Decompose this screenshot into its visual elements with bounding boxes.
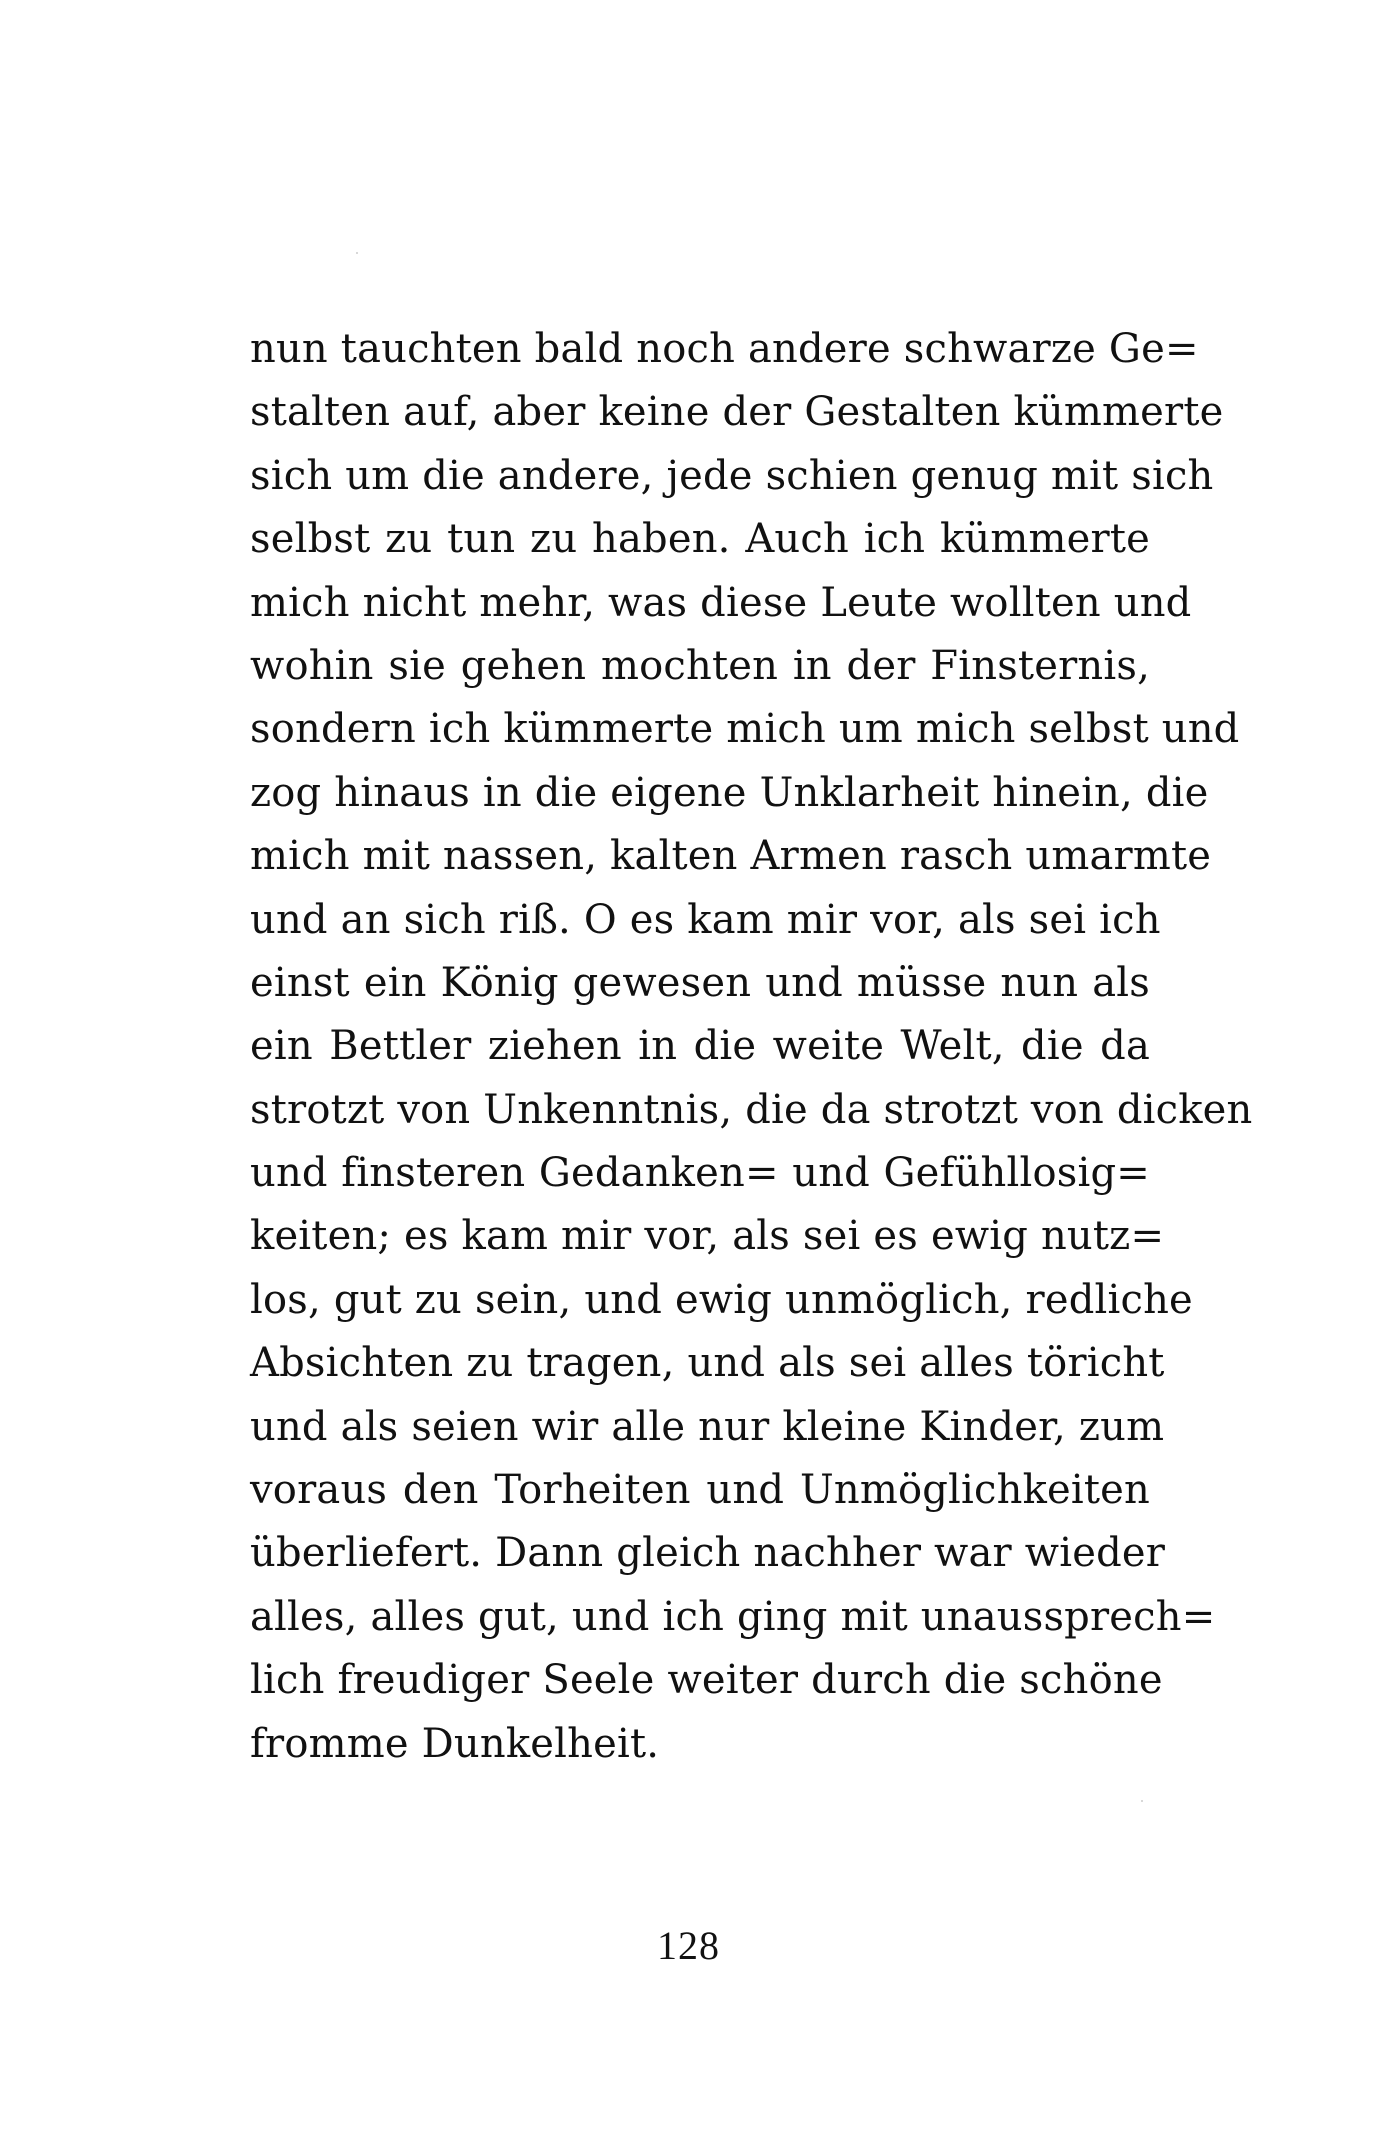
text-line: sondern ich kümmerte mich um mich selbst und (250, 706, 1240, 753)
text-line: stalten auf, aber keine der Gestalten kümmerte (250, 389, 1224, 436)
text-line: mich nicht mehr, was diese Leute wollten und (250, 579, 1192, 626)
text-line: einst ein König gewesen und müsse nun als (250, 959, 1150, 1006)
text-line: und als seien wir alle nur kleine Kinder, zum (250, 1403, 1165, 1450)
paper-speck (356, 252, 358, 254)
text-line: los, gut zu sein, und ewig unmöglich, redliche (250, 1276, 1193, 1323)
text-line: selbst zu tun zu haben. Auch ich kümmerte (250, 516, 1150, 563)
page-number: 128 (657, 1923, 720, 1968)
body-text (250, 318, 1253, 1776)
text-line: strotzt von Unkenntnis, die da strotzt von dicken (250, 1086, 1253, 1133)
text-line: überliefert. Dann gleich nachher war wieder (250, 1530, 1166, 1577)
text-line: fromme Dunkelheit. (250, 1720, 660, 1767)
text-line: Absichten zu tragen, und als sei alles töricht (250, 1340, 1165, 1387)
text-line: lich freudiger Seele weiter durch die schöne (250, 1657, 1163, 1704)
text-line: ein Bettler ziehen in die weite Welt, die da (250, 1023, 1150, 1070)
text-line: alles, alles gut, und ich ging mit unaussprech= (250, 1593, 1216, 1640)
text-line: zog hinaus in die eigene Unklarheit hinein, die (250, 769, 1209, 816)
text-line: nun tauchten bald noch andere schwarze Ge= (250, 326, 1199, 372)
text-line: wohin sie gehen mochten in der Finsternis, (250, 642, 1150, 689)
paper-speck (1141, 1800, 1143, 1802)
text-line: und finsteren Gedanken= und Gefühllosig= (250, 1150, 1150, 1197)
text-line: keiten; es kam mir vor, als sei es ewig nutz= (250, 1213, 1165, 1260)
text-line: und an sich riß. O es kam mir vor, als sei ich (250, 896, 1161, 943)
text-line: voraus den Torheiten und Unmöglichkeiten (250, 1467, 1150, 1514)
text-line: sich um die andere, jede schien genug mit sich (250, 452, 1214, 499)
text-line: mich mit nassen, kalten Armen rasch umarmte (250, 833, 1212, 880)
